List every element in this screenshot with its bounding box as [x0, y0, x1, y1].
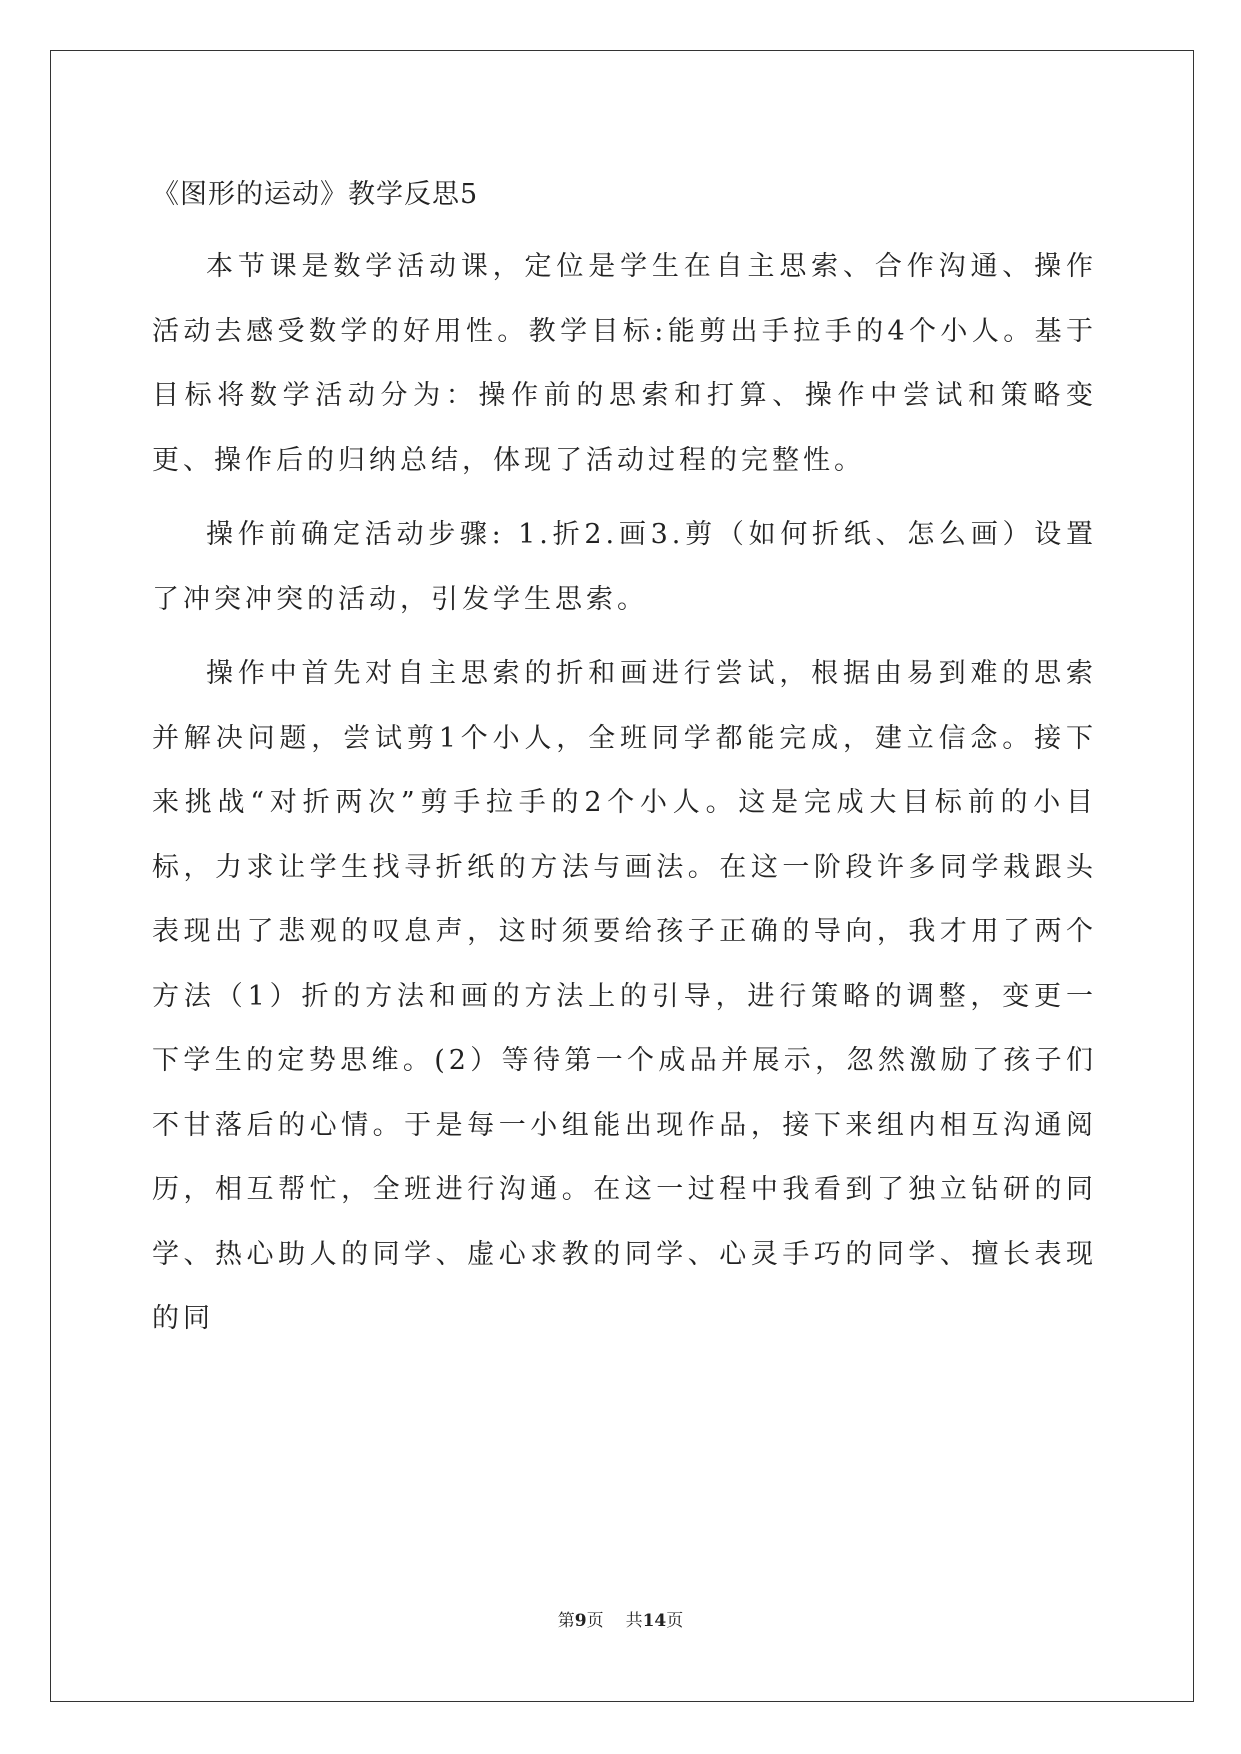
paragraph-during-operation: 操作中首先对自主思索的折和画进行尝试，根据由易到难的思索并解决问题，尝试剪1个小人，全班同学都能完成，建立信念。接下来挑战“对折两次”剪手拉手的2个小人。这是完成大目标前的小目标，力求让学生找寻折纸的方法与画法。在这一阶段许多同学栽跟头表现出了悲观的叹息声，这时须要给孩子正确的导向，我才用了两个方法（1）折的方法和画的方法上的引导，进行策略的调整，变更一下学生的定势思维。(2）等待第一个成品并展示，忽然激励了孩子们不甘落后的心情。于是每一小组能出现作品，接下来组内相互沟通阅历，相互帮忙，全班进行沟通。在这一过程中我看到了独立钻研的同学、热心助人的同学、虚心求教的同学、心灵手巧的同学、擅长表现的同	[152, 658, 1097, 1334]
document-title: 《图形的运动》教学反思5	[152, 179, 479, 210]
footer-prefix: 第	[557, 1611, 575, 1631]
footer-total-prefix: 共	[625, 1611, 643, 1631]
footer-total-pages: 14	[642, 1611, 667, 1631]
paragraph-before-operation: 操作前确定活动步骤: 1.折2.画3.剪（如何折纸、怎么画）设置了冲突冲突的活动，引发学生思索。	[152, 519, 1097, 615]
document-body	[152, 165, 1097, 1362]
paragraph-intro: 本节课是数学活动课，定位是学生在自主思索、合作沟通、操作活动去感受数学的好用性。教学目标:能剪出手拉手的4个小人。基于目标将数学活动分为：操作前的思索和打算、操作中尝试和策略变更、操作后的归纳总结，体现了活动过程的完整性。	[152, 251, 1097, 476]
footer-page-number: 9	[574, 1611, 587, 1631]
footer-total-suffix: 页	[666, 1611, 684, 1631]
footer-page-suffix: 页	[586, 1611, 604, 1631]
page-footer	[0, 1606, 1241, 1631]
